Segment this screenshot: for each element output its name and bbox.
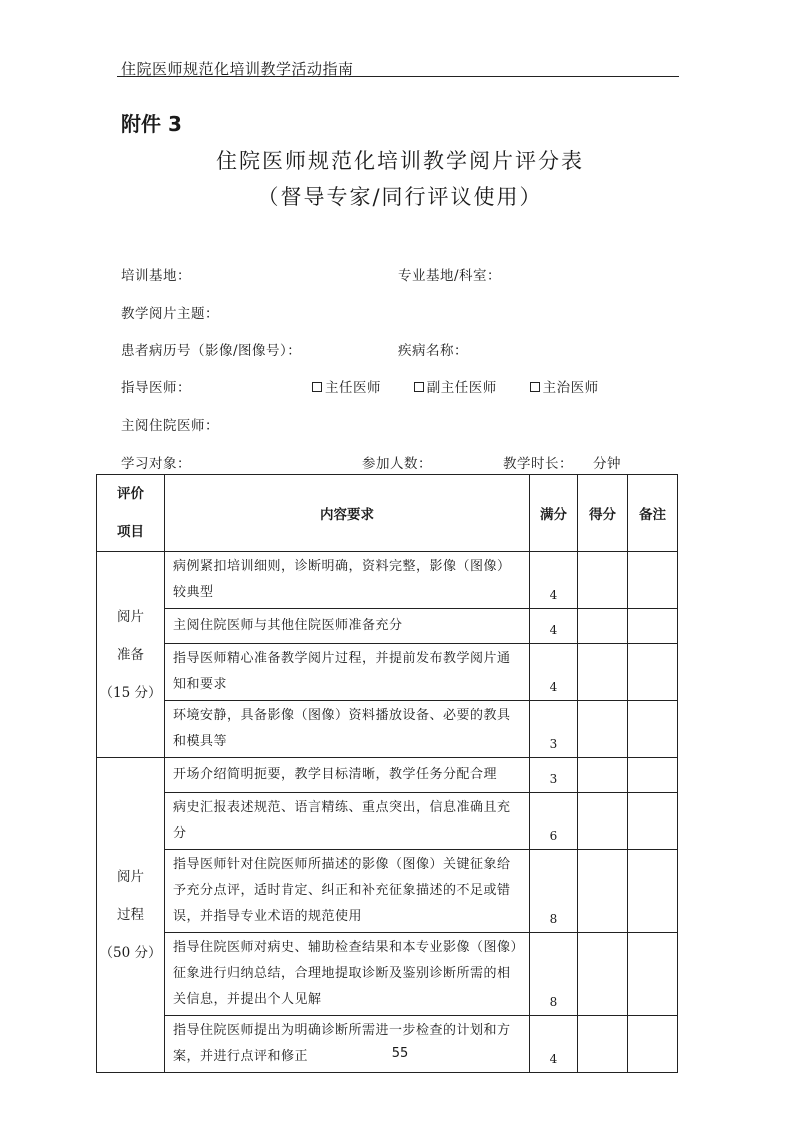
requirement-text: 病例紧扣培训细则，诊断明确，资料完整，影像（图像）较典型: [165, 552, 530, 609]
requirement-text: 开场介绍简明扼要，教学目标清晰，教学任务分配合理: [165, 758, 530, 793]
remark-input[interactable]: [628, 609, 678, 644]
header-item: 评价 项目: [97, 475, 165, 552]
full-score: 4: [530, 609, 578, 644]
form-title: 住院医师规范化培训教学阅片评分表: [216, 149, 584, 173]
topic-field: 教学阅片主题：: [121, 306, 219, 322]
full-score: 4: [530, 644, 578, 701]
full-score: 4: [530, 552, 578, 609]
header-content: 内容要求: [165, 475, 530, 552]
option-attending[interactable]: 主治医师: [530, 376, 599, 396]
remark-input[interactable]: [628, 933, 678, 1016]
score-input[interactable]: [578, 644, 628, 701]
page-number: 55: [391, 1046, 409, 1061]
base-field: 培训基地：: [121, 268, 191, 284]
remark-input[interactable]: [628, 758, 678, 793]
full-score: 3: [530, 758, 578, 793]
score-input[interactable]: [578, 793, 628, 850]
table-header-row: [97, 475, 678, 552]
requirement-text: 病史汇报表述规范、语言精练、重点突出，信息准确且充分: [165, 793, 530, 850]
dept-field: 专业基地/科室：: [398, 268, 502, 284]
table-row: [97, 793, 678, 850]
score-input[interactable]: [578, 758, 628, 793]
scoring-table: [96, 474, 678, 1073]
table-row: [97, 609, 678, 644]
section-process: 阅片 过程 （50 分）: [97, 758, 165, 1073]
table-row: [97, 1016, 678, 1073]
audience-field: 学习对象：: [121, 456, 191, 472]
header-score: 得分: [578, 475, 628, 552]
section-prep: 阅片 准备 （15 分）: [97, 552, 165, 758]
table-row: [97, 933, 678, 1016]
full-score: 6: [530, 793, 578, 850]
full-score: 4: [530, 1016, 578, 1073]
requirement-text: 指导住院医师提出为明确诊断所需进一步检查的计划和方案，并进行点评和修正: [165, 1016, 530, 1073]
record-field: 患者病历号（影像/图像号）：: [121, 343, 302, 359]
score-input[interactable]: [578, 552, 628, 609]
header-divider: [117, 76, 679, 77]
requirement-text: 指导医师精心准备教学阅片过程，并提前发布教学阅片通知和要求: [165, 644, 530, 701]
disease-field: 疾病名称：: [398, 343, 468, 359]
remark-input[interactable]: [628, 552, 678, 609]
form-subtitle: （督导专家/同行评议使用）: [257, 185, 543, 209]
table-row: [97, 701, 678, 758]
requirement-text: 环境安静，具备影像（图像）资料播放设备、必要的教具和模具等: [165, 701, 530, 758]
attachment-label: 附件 3: [121, 112, 182, 136]
participants-field: 参加人数：: [362, 456, 432, 472]
instructor-options: [312, 376, 599, 396]
remark-input[interactable]: [628, 850, 678, 933]
lead-resident-field: 主阅住院医师：: [121, 418, 219, 434]
score-input[interactable]: [578, 701, 628, 758]
header-remark: 备注: [628, 475, 678, 552]
score-input[interactable]: [578, 1016, 628, 1073]
remark-input[interactable]: [628, 793, 678, 850]
requirement-text: 指导医师针对住院医师所描述的影像（图像）关键征象给予充分点评，适时肯定、纠正和补充征象描述的不足或错误，并指导专业术语的规范使用: [165, 850, 530, 933]
checkbox-icon[interactable]: [414, 382, 424, 392]
remark-input[interactable]: [628, 644, 678, 701]
table-row: [97, 552, 678, 609]
full-score: 8: [530, 933, 578, 1016]
score-input[interactable]: [578, 609, 628, 644]
checkbox-icon[interactable]: [312, 382, 322, 392]
running-header: 住院医师规范化培训教学活动指南: [121, 60, 354, 78]
option-chief[interactable]: 主任医师: [312, 376, 381, 396]
remark-input[interactable]: [628, 701, 678, 758]
table-row: [97, 644, 678, 701]
table-row: [97, 758, 678, 793]
header-full-score: 满分: [530, 475, 578, 552]
score-input[interactable]: [578, 933, 628, 1016]
table-row: [97, 850, 678, 933]
duration-field: 教学时长：: [503, 456, 573, 472]
remark-input[interactable]: [628, 1016, 678, 1073]
full-score: 8: [530, 850, 578, 933]
requirement-text: 指导住院医师对病史、辅助检查结果和本专业影像（图像）征象进行归纳总结，合理地提取诊断及鉴别诊断所需的相关信息，并提出个人见解: [165, 933, 530, 1016]
instructor-field: 指导医师：: [121, 380, 191, 396]
option-associate-chief[interactable]: 副主任医师: [414, 376, 497, 396]
score-input[interactable]: [578, 850, 628, 933]
requirement-text: 主阅住院医师与其他住院医师准备充分: [165, 609, 530, 644]
minutes-unit: 分钟: [593, 456, 621, 472]
checkbox-icon[interactable]: [530, 382, 540, 392]
full-score: 3: [530, 701, 578, 758]
